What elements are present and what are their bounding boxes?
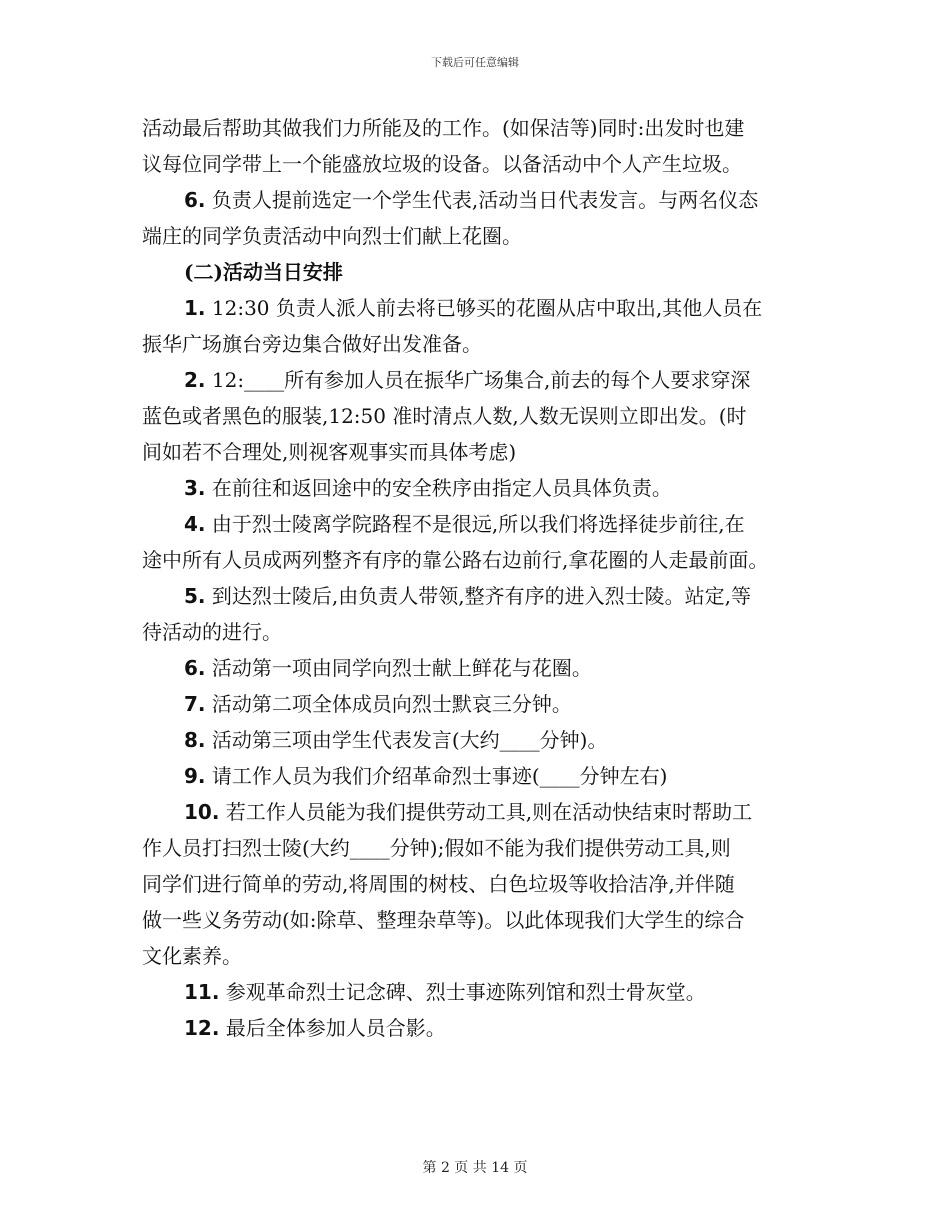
item-9 — [142, 758, 810, 794]
text-line: 作人员打扫烈士陵(大约____分钟);假如不能为我们提供劳动工具,则 — [142, 836, 731, 860]
item-6-prep — [142, 182, 810, 218]
item-number: 2. — [184, 368, 206, 392]
item-12 — [142, 1010, 810, 1046]
item-text: 到达烈士陵后,由负责人带领,整齐有序的进入烈士陵。站定,等 — [211, 584, 751, 608]
item-text: 在前往和返回途中的安全秩序由指定人员具体负责。 — [211, 476, 672, 500]
item-2 — [142, 362, 810, 398]
item-text: 活动第一项由同学向烈士献上鲜花与花圈。 — [211, 656, 592, 680]
item-11 — [142, 974, 810, 1010]
section-heading: (二)活动当日安排 — [184, 260, 343, 284]
item-number: 6. — [184, 188, 206, 212]
text-line: 端庄的同学负责活动中向烈士们献上花圈。 — [142, 224, 522, 248]
item-text: 请工作人员为我们介绍革命烈士事迹(____分钟左右) — [211, 764, 668, 788]
item-text: 12:____所有参加人员在振华广场集合,前去的每个人要求穿深 — [211, 368, 751, 392]
item-number: 4. — [184, 512, 206, 536]
item-text: 参观革命烈士记念碑、烈士事迹陈列馆和烈士骨灰堂。 — [225, 980, 706, 1004]
item-text: 活动第三项由学生代表发言(大约____分钟)。 — [211, 728, 608, 752]
document-body — [142, 110, 810, 1046]
item-text: 12:30 负责人派人前去将已够买的花圈从店中取出,其他人员在 — [211, 296, 763, 320]
item-3 — [142, 470, 810, 506]
item-text: 由于烈士陵离学院路程不是很远,所以我们将选择徒步前往,在 — [211, 512, 745, 536]
item-text: 活动第二项全体成员向烈士默哀三分钟。 — [211, 692, 572, 716]
item-number: 5. — [184, 584, 206, 608]
item-10 — [142, 794, 810, 830]
item-number: 8. — [184, 728, 206, 752]
item-1 — [142, 290, 810, 326]
item-text: 若工作人员能为我们提供劳动工具,则在活动快结束时帮助工 — [225, 800, 753, 824]
item-text: 最后全体参加人员合影。 — [225, 1016, 446, 1040]
item-6 — [142, 650, 810, 686]
item-number: 1. — [184, 296, 206, 320]
text-line: 途中所有人员成两列整齐有序的靠公路右边前行,拿花圈的人走最前面。 — [142, 548, 769, 572]
item-5 — [142, 578, 810, 614]
text-line: 活动最后帮助其做我们力所能及的工作。(如保洁等)同时:出发时也建 — [142, 116, 745, 140]
text-line: 待活动的进行。 — [142, 620, 282, 644]
text-line: 做一些义务劳动(如:除草、整理杂草等)。以此体现我们大学生的综合 — [142, 908, 745, 932]
text-line: 文化素养。 — [142, 944, 242, 968]
item-number: 12. — [184, 1016, 220, 1040]
item-number: 7. — [184, 692, 206, 716]
text-line: 同学们进行简单的劳动,将周围的树枝、白色垃圾等收拾洁净,并伴随 — [142, 872, 735, 896]
text-line: 议每位同学带上一个能盛放垃圾的设备。以备活动中个人产生垃圾。 — [142, 152, 742, 176]
item-8 — [142, 722, 810, 758]
item-text: 负责人提前选定一个学生代表,活动当日代表发言。与两名仪态 — [211, 188, 759, 212]
text-line: 蓝色或者黑色的服装,12:50 准时清点人数,人数无误则立即出发。(时 — [142, 404, 747, 428]
text-line: 间如若不合理处,则视客观事实而具体考虑) — [142, 440, 517, 464]
item-7 — [142, 686, 810, 722]
item-number: 9. — [184, 764, 206, 788]
text-line: 振华广场旗台旁边集合做好出发准备。 — [142, 332, 482, 356]
item-4 — [142, 506, 810, 542]
page-header-note: 下载后可任意编辑 — [431, 56, 519, 69]
item-number: 3. — [184, 476, 206, 500]
page-number-footer: 第 2 页 共 14 页 — [422, 1160, 528, 1176]
item-number: 6. — [184, 656, 206, 680]
item-number: 11. — [184, 980, 220, 1004]
item-number: 10. — [184, 800, 220, 824]
